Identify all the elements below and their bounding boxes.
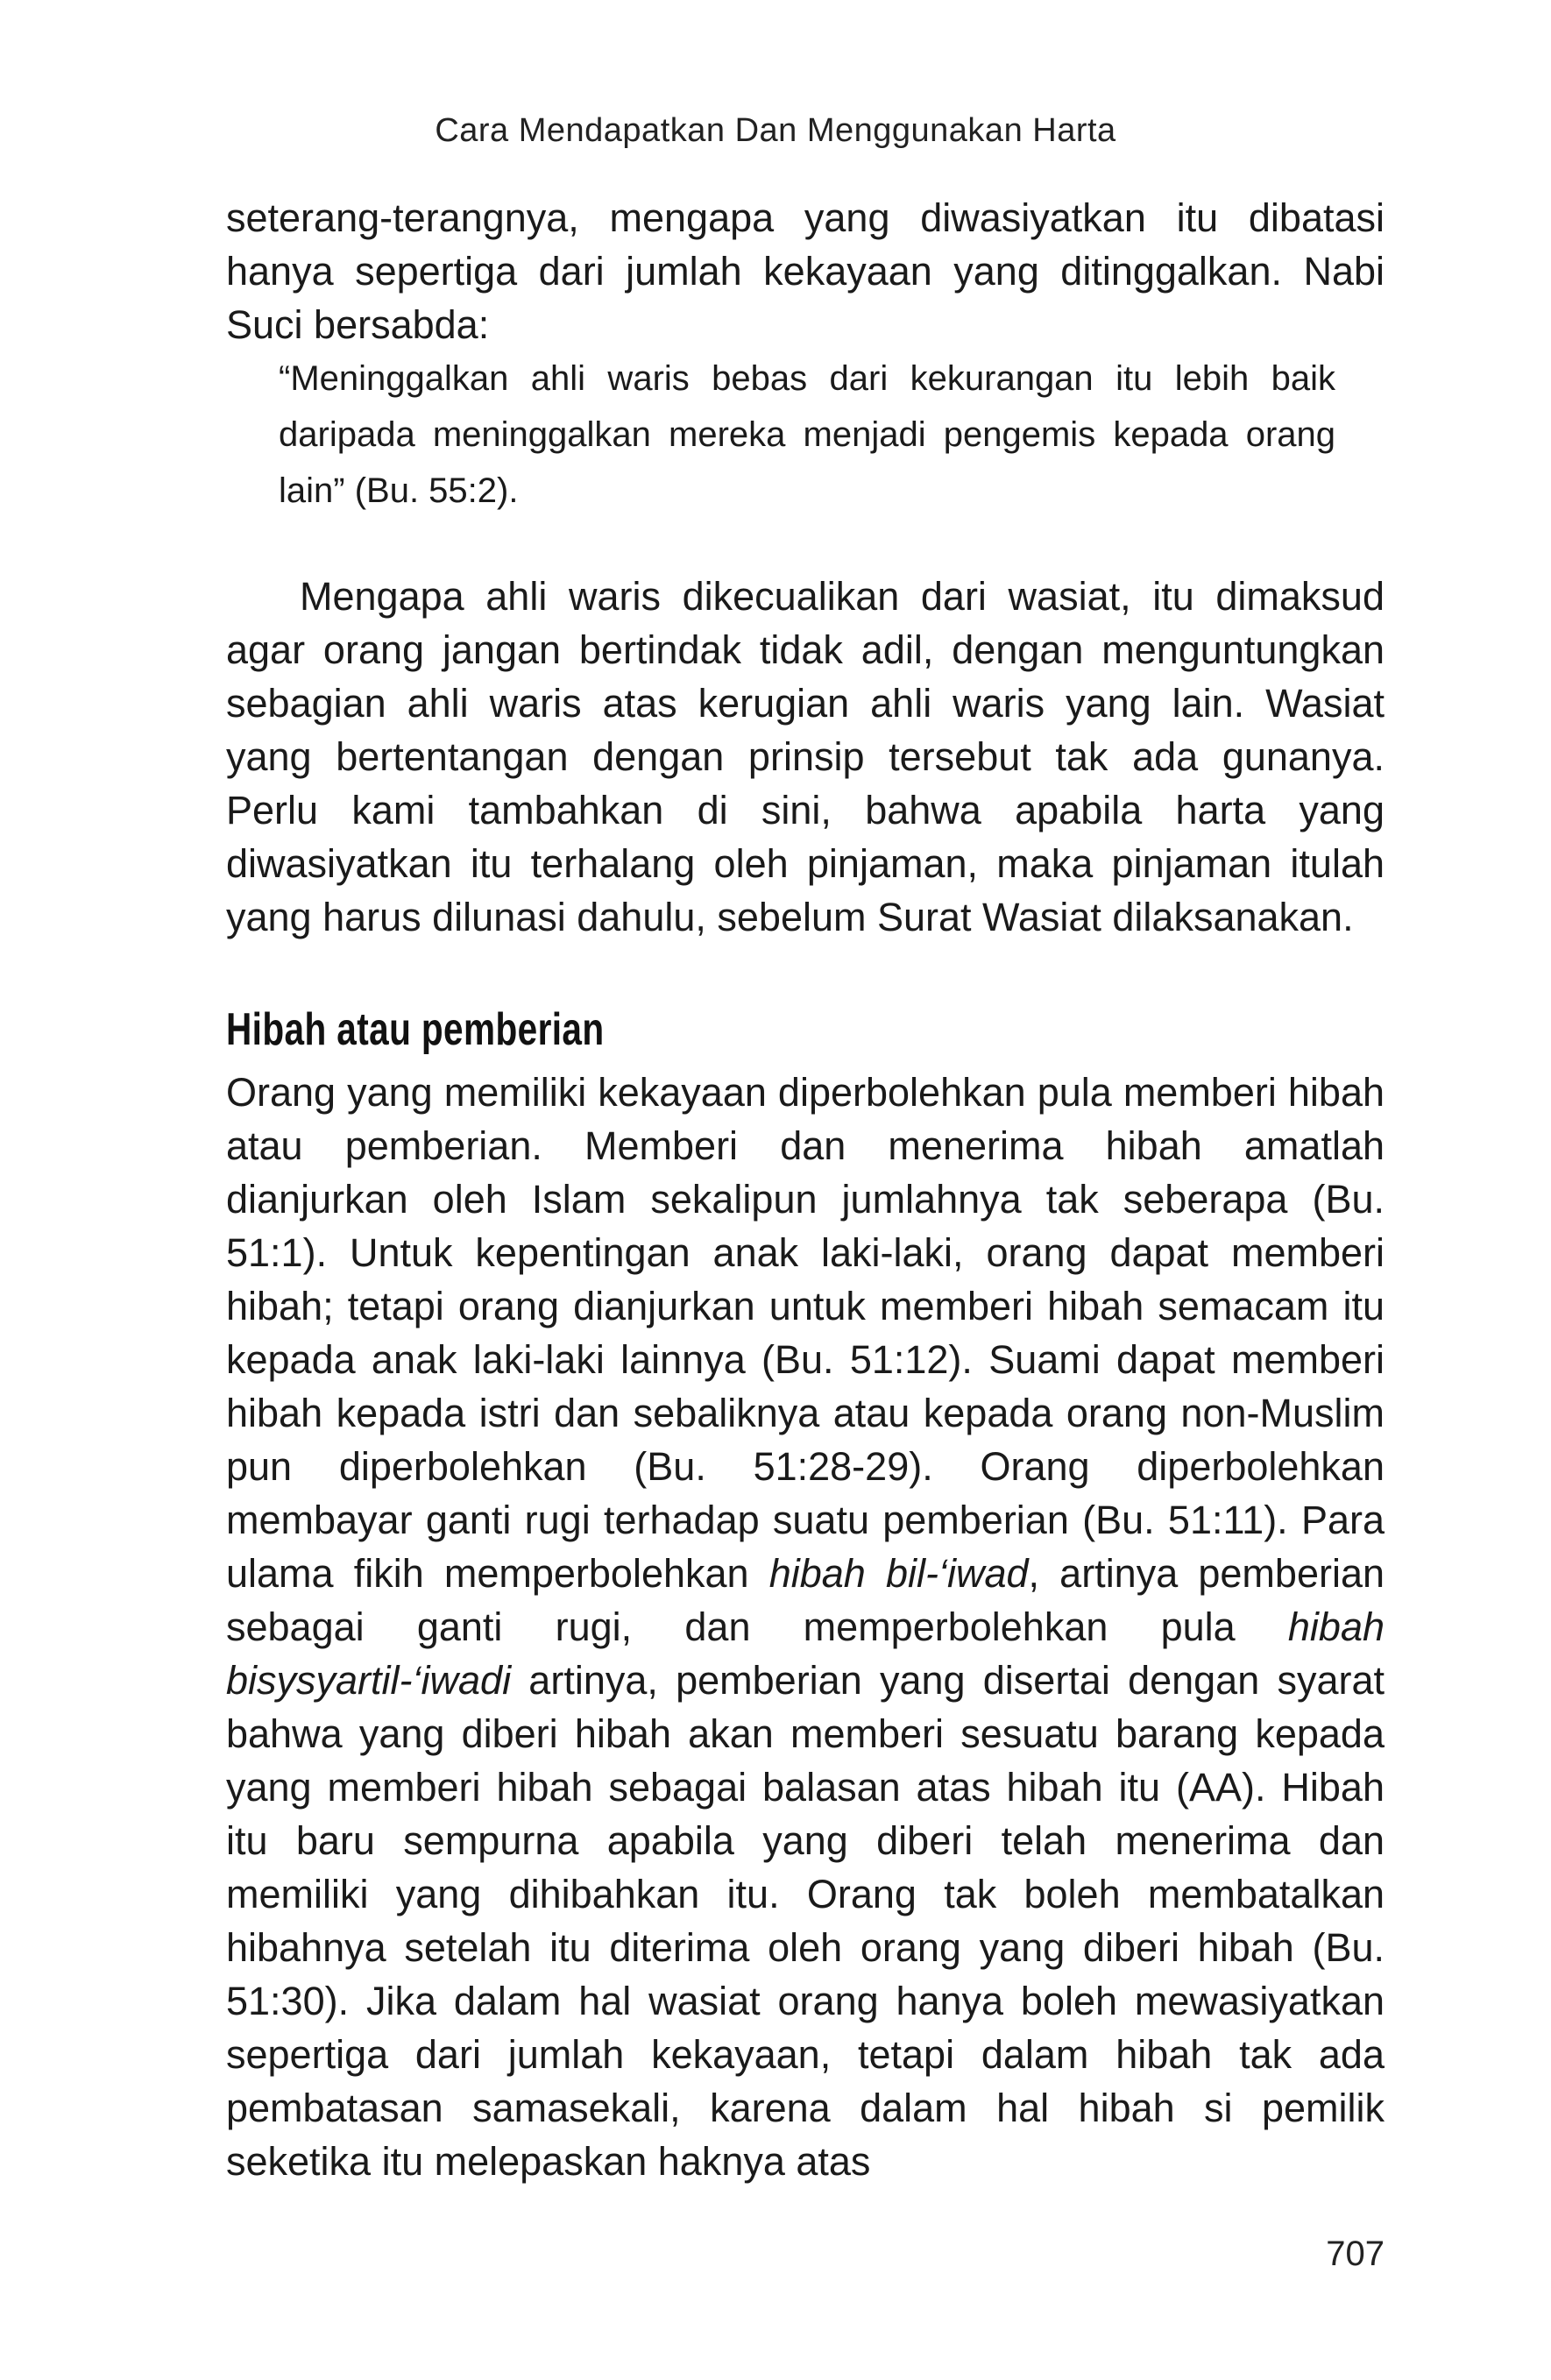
- paragraph-1: seterang-terangnya, mengapa yang diwasiyatkan itu dibatasi hanya sepertiga dari jumlah kekayaan yang ditinggalkan. Nabi Suci bersabda:: [226, 195, 1385, 347]
- running-header: Cara Mendapatkan Dan Menggunakan Harta: [435, 112, 1116, 149]
- paragraph-2: Mengapa ahli waris dikecualikan dari wasiat, itu dimaksud agar orang jangan bertindak tidak adil, dengan menguntungkan sebagian ahli waris atas kerugian ahli waris yang lain. Wasiat yang bertentangan dengan prinsip tersebut tak ada gunanya. Perlu kami tambahkan di sini, bahwa apabila harta yang diwasiyatkan itu terhalang oleh pinjaman, maka pinjaman itulah yang harus dilunasi dahulu, sebelum Surat Wasiat dilaksanakan.: [226, 574, 1385, 939]
- paragraph-3: [226, 1066, 1385, 2188]
- term-hibah-bisysyartil-iwadi: hibah bisysyartil-‘iwadi: [226, 1604, 1385, 1703]
- paragraph-3-text-3: artinya, pemberian yang disertai dengan syarat bahwa yang diberi hibah akan memberi sesuatu barang kepada yang memberi hibah sebagai balasan atas hibah itu (AA). Hibah itu baru sempurna apabila yang diberi telah menerima dan memiliki yang dihibahkan itu. Orang tak boleh membatalkan hibahnya setelah itu diterima oleh orang yang diberi hibah (Bu. 51:30). Jika dalam hal wasiat orang hanya boleh mewasiyatkan sepertiga dari jumlah kekayaan, tetapi dalam hibah tak ada pembatasan samasekali, karena dalam hal hibah si pemilik seketika itu melepaskan haknya atas: [226, 1658, 1385, 2184]
- paragraph-3-text-2: , artinya pemberian sebagai ganti rugi, dan memperbolehkan pula: [226, 1551, 1385, 1649]
- page-number: 707: [1326, 2235, 1385, 2273]
- block-quote: “Meninggalkan ahli waris bebas dari kekurangan itu lebih baik daripada meninggalkan mereka menjadi pengemis kepada orang lain” (Bu. 55:2).: [279, 359, 1335, 510]
- paragraph-3-text-1: Orang yang memiliki kekayaan diperbolehkan pula memberi hibah atau pemberian. Memberi dan menerima hibah amatlah dianjurkan oleh Islam sekalipun jumlahnya tak seberapa (Bu. 51:1). Untuk kepentingan anak laki-laki, orang dapat memberi hibah; tetapi orang dianjurkan untuk memberi hibah semacam itu kepada anak laki-laki lainnya (Bu. 51:12). Suami dapat memberi hibah kepada istri dan sebaliknya atau kepada orang non-Muslim pun diperbolehkan (Bu. 51:28-29). Orang diperbolehkan membayar ganti rugi terhadap suatu pemberian (Bu. 51:11). Para ulama fikih memperbolehkan: [226, 1070, 1385, 1596]
- section-heading: Hibah atau pemberian: [226, 1004, 605, 1055]
- term-hibah-bil-iwad: hibah bil-‘iwad: [768, 1551, 1029, 1596]
